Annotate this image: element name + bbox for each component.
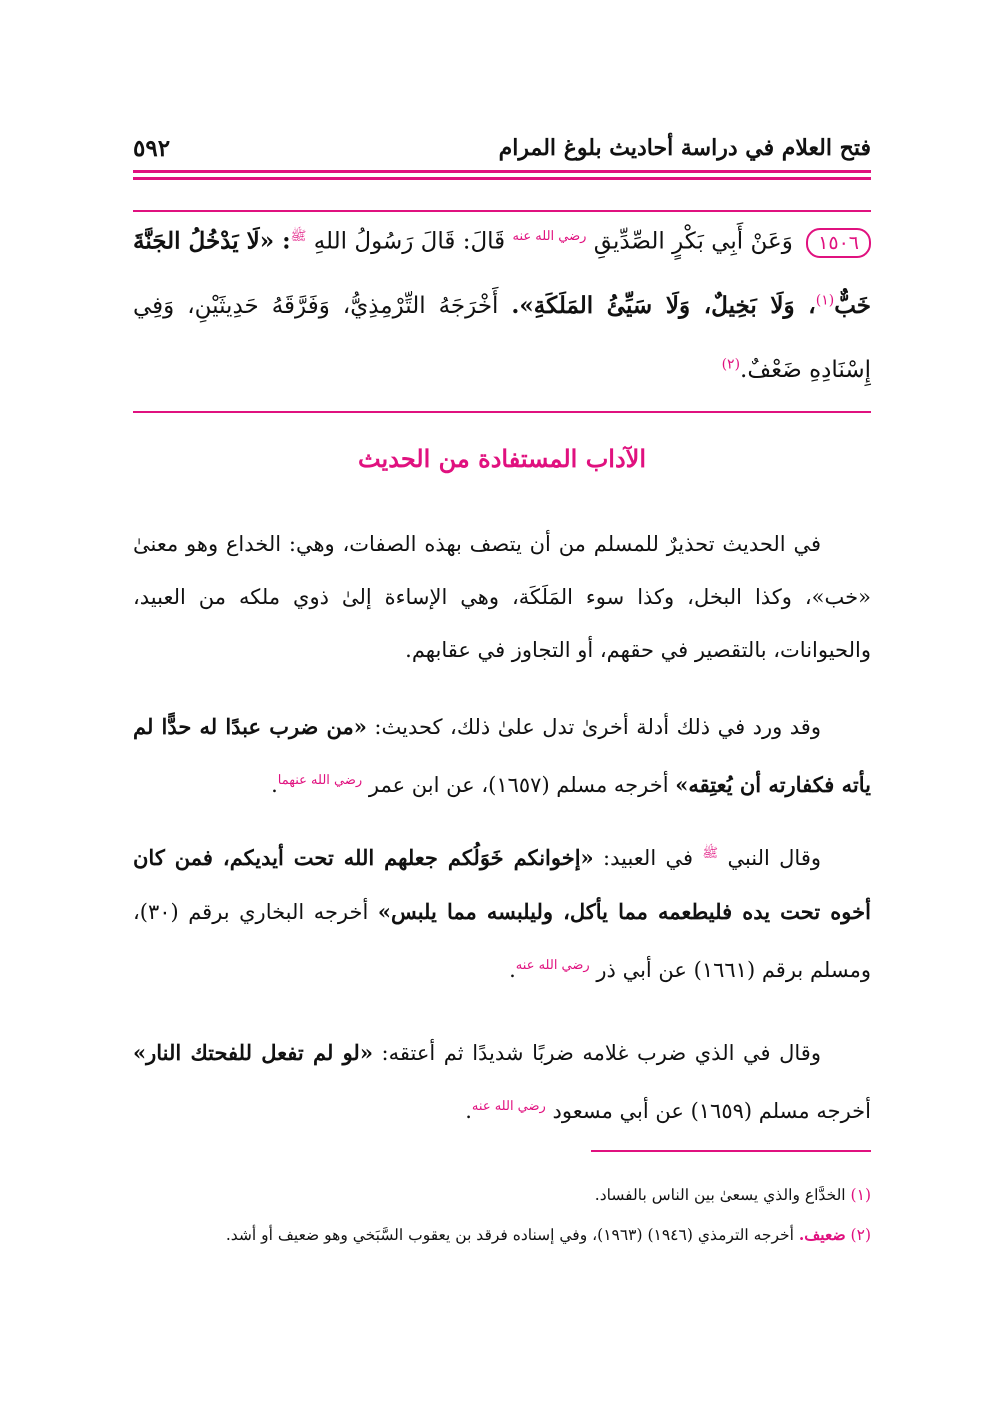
footnote-number: (١) <box>850 1186 871 1204</box>
footnote-ref-2[interactable]: (٢) <box>721 356 741 372</box>
paragraph-3: وقال النبي $^ﷺ$ في العبيد: «إخوانكم خَوَلُكم جعلهم الله تحت أيديكم، فمن كان أخوه تحت يده فليطعمه مما يأكل، وليلبسه مما يلبس» أخرجه البخاري برقم (٣٠)، ومسلم برقم (١٦٦١) عن أبي ذر $^{رضي الله عنه}$. <box>133 845 871 982</box>
hadith-number-badge: ١٥٠٦ <box>806 228 871 258</box>
paragraph-3-intro: وقال النبي <box>727 846 822 870</box>
footnote-grade: ضعيف. <box>798 1225 846 1244</box>
hadith-intro: وَعَنْ أَبِي بَكْرٍ الصِّدِّيقِ <box>593 228 793 255</box>
salutation-icon: ﷺ <box>290 229 307 244</box>
honorific-icon: رضي الله عنه <box>471 1099 546 1114</box>
paragraph-3-context: في العبيد: <box>603 846 694 870</box>
running-header <box>133 128 871 168</box>
paragraph-2-intro: وقد ورد في ذلك أدلة أخرىٰ تدل علىٰ ذلك، كحديث: <box>374 715 821 739</box>
footnote-ref-1[interactable]: (١) <box>815 292 835 308</box>
hadith-text <box>133 205 871 402</box>
honorific-icon: رضي الله عنه <box>515 958 590 973</box>
footnotes <box>133 1178 871 1258</box>
hadith-quote: : «لَا يَدْخُلُ الجَنَّةَ خَبٌّ <box>133 227 872 319</box>
paragraph-1: في الحديث تحذيرٌ للمسلم من أن يتصف بهذه الصفات، وهي: الخداع وهو معنىٰ «خب»، وكذا البخل، وكذا سوء المَلَكَة، وهي الإساءة إلىٰ ذوي ملكه من العبيد، والحيوانات، بالتقصير في حقهم، أو التجاوز في عقابهم. <box>133 532 871 662</box>
hadith-bottom-rule <box>133 411 871 413</box>
footnote-number: (٢) <box>850 1226 871 1244</box>
paragraph-2-source: أخرجه مسلم (١٦٥٧)، عن ابن عمر <box>368 773 669 797</box>
hadith-quote-cont: ، وَلَا بَخِيلٌ، وَلَا سَيِّئُ المَلَكَةِ». <box>511 291 816 319</box>
paragraph-3-quote: «إخوانكم خَوَلُكم جعلهم الله تحت أيديكم، فمن كان أخوه تحت يده فليطعمه مما يأكل، وليلبسه مما يلبس» <box>133 845 871 924</box>
header-rule <box>133 170 871 173</box>
book-title: فتح العلام في دراسة أحاديث بلوغ المرام <box>498 135 871 161</box>
honorific-icon: رضي الله عنهما <box>277 773 363 788</box>
hadith-source: أَخْرَجَهُ التِّرْمِذِيُّ، وَفَرَّقَهُ حَدِيثَيْنِ، وَفِي إِسْنَادِهِ ضَعْفٌ. <box>133 292 871 383</box>
section-title: الآداب المستفادة من الحديث <box>357 444 647 473</box>
footnote-1 <box>133 1178 871 1212</box>
footnote-2 <box>133 1218 871 1252</box>
paragraph-4: وقال في الذي ضرب غلامه ضربًا شديدًا ثم أعتقه: «لو لم تفعل للفحتك النار» أخرجه مسلم (١٦٥٩) عن أبي مسعود $^{رضي الله عنه}$. <box>133 1040 871 1123</box>
paragraph-4-source: أخرجه مسلم (١٦٥٩) عن أبي مسعود <box>552 1099 871 1123</box>
honorific-icon: رضي الله عنه <box>512 229 587 244</box>
paragraph-4-intro: وقال في الذي ضرب غلامه ضربًا شديدًا ثم أعتقه: <box>381 1041 821 1065</box>
paragraph-2-quote: «من ضرب عبدًا له حدًّا لم يأته فكفارته أن يُعتِقه» <box>133 714 871 797</box>
page-number: ٥٩٢ <box>133 134 171 162</box>
footnote-text: أخرجه الترمذي (١٩٤٦) (١٩٦٣)، وفي إسناده فرقد بن يعقوب السَّبَخي وهو ضعيف أو أشد. <box>225 1226 794 1244</box>
footnote-rule <box>591 1150 871 1152</box>
paragraph-3-source: أخرجه البخاري برقم (٣٠)، ومسلم برقم (١٦٦١) عن أبي ذر <box>133 900 871 982</box>
salutation-icon: ﷺ <box>702 846 719 861</box>
paragraph-4-quote: «لو لم تفعل للفحتك النار» <box>133 1040 373 1065</box>
page <box>133 0 871 1418</box>
footnote-text: الخدَّاع والذي يسعىٰ بين الناس بالفساد. <box>594 1186 846 1204</box>
paragraph-2: وقد ورد في ذلك أدلة أخرىٰ تدل علىٰ ذلك، كحديث: «من ضرب عبدًا له حدًّا لم يأته فكفارته أن يُعتِقه» أخرجه مسلم (١٦٥٧)، عن ابن عمر $^{رضي الله عنهما}$. <box>133 714 871 797</box>
hadith-said: قَالَ: قَالَ رَسُولُ اللهِ <box>313 228 506 255</box>
